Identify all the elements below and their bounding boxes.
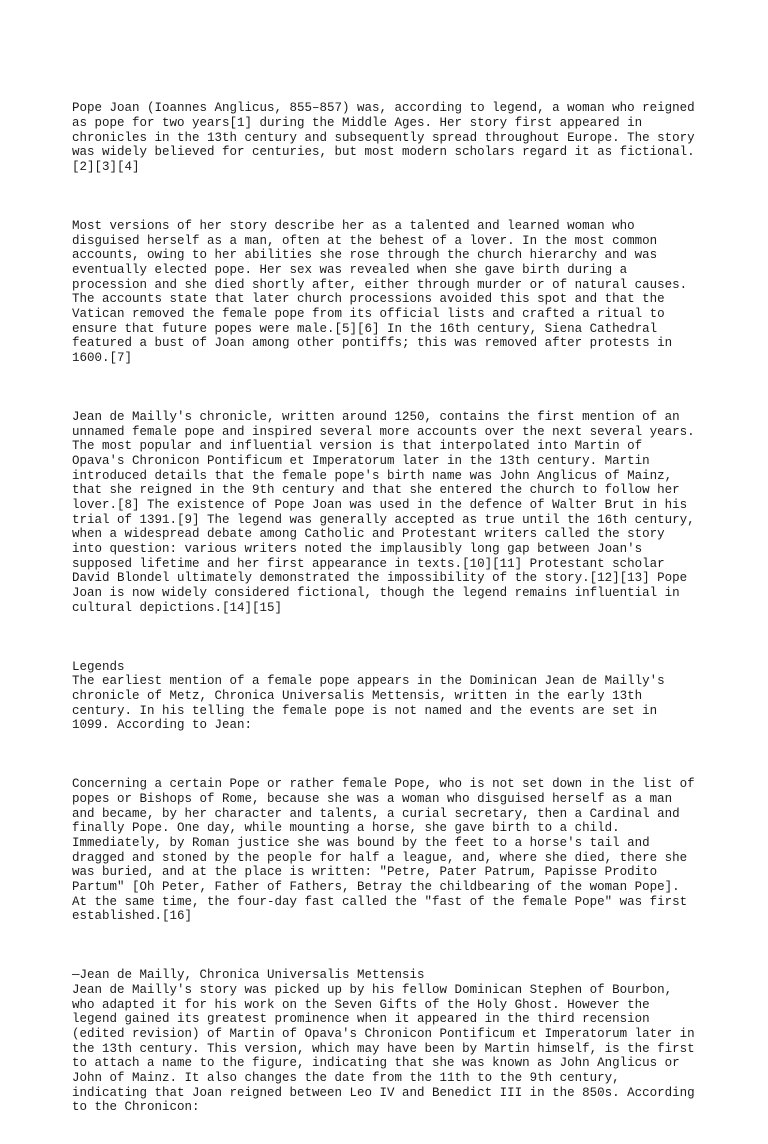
text-line: to attach a name to the figure, indicating that she was known as John Anglicus or (72, 1056, 680, 1071)
text-line: legend gained its greatest prominence when it appeared in the third recension (72, 1012, 650, 1027)
text-line: that she reigned in the 9th century and that she entered the church to follow her (72, 483, 680, 498)
text-line: was widely believed for centuries, but most modern scholars regard it as fictional. (72, 145, 695, 160)
text-line: Joan is now widely considered fictional, though the legend remains influential in (72, 586, 680, 601)
text-line: Vatican removed the female pope from its official lists and crafted a ritual to (72, 307, 665, 322)
text-line: unnamed female pope and inspired several more accounts over the next several years. (72, 424, 695, 439)
text-line: Opava's Chronicon Pontificum et Imperatorum later in the 13th century. Martin (72, 453, 650, 468)
paragraph-attribution (72, 968, 702, 1115)
text-line: procession and she died shortly after, either through murder or of natural causes. (72, 277, 688, 292)
text-line: lover.[8] The existence of Pope Joan was used in the defence of Walter Brut in his (72, 498, 688, 513)
text-line: established.[16] (72, 909, 193, 924)
text-line: At the same time, the four-day fast called the "fast of the female Pope" was first (72, 894, 688, 909)
text-line: popes or Bishops of Rome, because she was a woman who disguised herself as a man (72, 791, 673, 806)
paragraph-intro (72, 101, 702, 174)
text-line: who adapted it for his work on the Seven Gifts of the Holy Ghost. However the (72, 997, 650, 1012)
text-line: finally Pope. One day, while mounting a horse, she gave birth to a child. (72, 821, 620, 836)
text-line: The earliest mention of a female pope appears in the Dominican Jean de Mailly's (72, 674, 665, 689)
text-line: eventually elected pope. Her sex was revealed when she gave birth during a (72, 263, 628, 277)
text-line: Legends (72, 659, 125, 674)
text-line: Pope Joan (Ioannes Anglicus, 855–857) was, according to legend, a woman who reigned (72, 101, 695, 116)
paragraph-chronicle (72, 410, 702, 616)
text-line: indicating that Joan reigned between Leo IV and Benedict III in the 850s. According (72, 1085, 695, 1100)
text-line: The most popular and influential version is that interpolated into Martin of (72, 439, 643, 454)
text-line: disguised herself as a man, often at the behest of a lover. In the most common (72, 233, 658, 248)
text-line: Most versions of her story describe her as a talented and learned woman who (72, 218, 635, 233)
section-legends (72, 660, 702, 733)
text-line: as pope for two years[1] during the Middle Ages. Her story first appeared in (72, 116, 643, 131)
text-line: Partum" [Oh Peter, Father of Fathers, Betray the childbearing of the woman Pope]. (72, 879, 680, 894)
text-line: cultural depictions.[14][15] (72, 600, 283, 615)
text-line: ensure that future popes were male.[5][6] In the 16th century, Siena Cathedral (72, 321, 658, 336)
text-line: the 13th century. This version, which may have been by Martin himself, is the first (72, 1041, 695, 1056)
text-line: supposed lifetime and her first appearance in texts.[10][11] Protestant scholar (72, 556, 665, 571)
text-line: into question: various writers noted the implausibly long gap between Joan's (72, 542, 643, 557)
text-line: and became, by her character and talents, a curial secretary, then a Cardinal and (72, 806, 680, 821)
text-line: John of Mainz. It also changes the date from the 11th to the 9th century, (72, 1070, 620, 1085)
text-line: featured a bust of Joan among other pontiffs; this was removed after protests in (72, 336, 673, 351)
text-line: The accounts state that later church processions avoided this spot and that the (72, 292, 665, 307)
text-line: when a widespread debate among Catholic and Protestant writers called the story (72, 527, 665, 542)
quotation (72, 777, 702, 924)
text-line: (edited revision) of Martin of Opava's Chronicon Pontificum et Imperatorum later in (72, 1026, 695, 1041)
text-line: Jean de Mailly's story was picked up by his fellow Dominican Stephen of Bourbon, (72, 982, 673, 997)
text-line: introduced details that the female pope's birth name was John Anglicus of Mainz, (72, 468, 673, 483)
text-line: dragged and stoned by the people for half a league, and, where she died, there she (72, 850, 688, 865)
text-line: trial of 1391.[9] The legend was generally accepted as true until the 16th century, (72, 512, 695, 527)
text-line: to the Chronicon: (72, 1100, 200, 1115)
text-line: century. In his telling the female pope is not named and the events are set in (72, 703, 658, 718)
text-line: accounts, owing to her abilities she rose through the church hierarchy and was (72, 248, 658, 263)
text-line: Immediately, by Roman justice she was bound by the feet to a horse's tail and (72, 835, 650, 850)
text-line: chronicle of Metz, Chronica Universalis Mettensis, written in the early 13th (72, 689, 643, 703)
text-line: 1099. According to Jean: (72, 718, 253, 733)
text-line: —Jean de Mailly, Chronica Universalis Mettensis (72, 968, 425, 983)
paragraph-story (72, 219, 702, 366)
text-line: David Blondel ultimately demonstrated the impossibility of the story.[12][13] Pope (72, 571, 688, 586)
text-line: 1600.[7] (72, 351, 133, 366)
text-line: [2][3][4] (72, 160, 140, 175)
text-line: Concerning a certain Pope or rather female Pope, who is not set down in the list of (72, 777, 695, 792)
document-page (72, 72, 702, 1144)
text-line: chronicles in the 13th century and subsequently spread throughout Europe. The story (72, 130, 695, 145)
text-line: Jean de Mailly's chronicle, written around 1250, contains the first mention of an (72, 409, 680, 424)
text-line: was buried, and at the place is written: "Petre, Pater Patrum, Papisse Prodito (72, 865, 658, 880)
